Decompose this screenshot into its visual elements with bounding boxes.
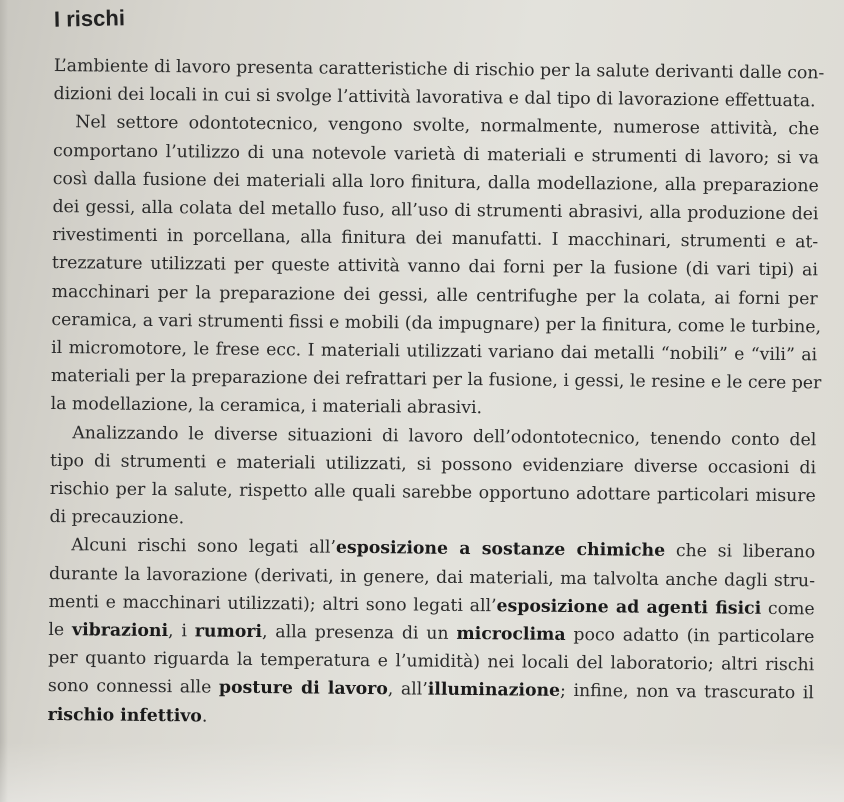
text-line: ceramica, a vari strumenti fissi e mobili (da impugnare) per la finitura, come le turbine, — [51, 309, 822, 338]
text-segment: , all’ — [387, 679, 428, 701]
text-line: comportano l’utilizzo di una notevole varietà di materiali e strumenti di lavoro; si va — [52, 140, 820, 168]
text-line: dei gessi, alla colata del metallo fuso, all’uso di strumenti abrasivi, alla produzione dei — [52, 197, 819, 225]
text-line: L’ambiente di lavoro presenta caratteristiche di rischio per la salute derivanti dalle con- — [53, 55, 825, 84]
text-segment: come — [761, 598, 815, 620]
bold-term: microclima — [456, 623, 566, 645]
text-segment: che si liberano — [665, 541, 816, 563]
bold-term: esposizione a sostanze chimiche — [335, 538, 666, 562]
page-lighting — [0, 742, 844, 802]
text-segment: Alcuni rischi sono legati all’ — [71, 535, 337, 559]
paragraph-analysis — [49, 419, 816, 539]
text-line: Analizzando le diverse situazioni di lavoro dell’odontotecnico, tenendo conto del — [72, 422, 817, 450]
paragraph-activities — [50, 108, 822, 426]
paragraph-risks — [48, 531, 816, 736]
text-line: la modellazione, la ceramica, i materiali abrasivi. — [50, 394, 483, 419]
body-text — [47, 52, 825, 736]
text-segment: le — [48, 620, 73, 641]
text-segment: per quanto riguarda la temperatura e l’umidità) nei locali del laboratorio; altri rischi — [48, 648, 815, 676]
text-segment: durante la lavorazione (derivati, in genere, dai materiali, ma talvolta anche dagli stru- — [48, 563, 816, 591]
text-line: rischio per la salute, rispetto alle quali sarebbe opportuno adottare particolari misure — [49, 479, 816, 507]
text-line: materiali per la preparazione dei refrattari per la fusione, i gessi, le resine e le cere per — [50, 366, 822, 394]
bold-term: rumori — [194, 621, 263, 643]
bold-term: illuminazione — [427, 680, 561, 702]
text-segment: . — [201, 706, 208, 727]
bold-term: rischio infettivo — [47, 704, 202, 727]
text-line: così dalla fusione dei materiali alla loro finitura, dalla modellazione, alla preparazione — [52, 168, 819, 197]
text-segment: poco adatto (in particolare — [565, 625, 815, 648]
text-line: il micromotore, le frese ecc. I materiali utilizzati variano dai metalli “nobili” e “vili” ai — [51, 338, 818, 366]
text-line: rivestimenti in porcellana, alla finitura dei manufatti. I macchinari, strumenti e at- — [52, 225, 819, 253]
bold-term: esposizione ad agenti fisici — [496, 596, 762, 619]
bold-term: posture di lavoro — [218, 678, 388, 700]
text-segment: , alla presenza di un — [261, 622, 457, 644]
bold-term: vibrazioni — [71, 620, 169, 642]
text-segment: menti e macchinari utilizzati); altri sono legati all’ — [48, 591, 497, 617]
text-segment: ; infine, non va trascurato il — [559, 681, 814, 704]
text-line: Nel settore odontotecnico, vengono svolte, normalmente, numerose attività, che — [75, 112, 820, 140]
text-line: macchinari per la preparazione dei gessi, alle centrifughe per la colata, ai forni per — [51, 281, 818, 309]
text-line: dizioni dei locali in cui si svolge l’attività lavorativa e dal tipo di lavorazione effettuata. — [53, 84, 816, 112]
text-line: tipo di strumenti e materiali utilizzati, si possono evidenziare diverse occasioni di — [49, 450, 817, 479]
text-line: trezzature utilizzati per queste attività vanno dai forni per la fusione (di vari tipi) ai — [51, 253, 819, 281]
text-segment: sono connessi alle — [47, 676, 220, 699]
text-line: di precauzione. — [49, 507, 185, 529]
paragraph-intro — [53, 52, 825, 116]
text-segment: , i — [168, 621, 195, 642]
page-gutter-shadow — [0, 0, 8, 802]
section-title: I rischi — [53, 5, 126, 32]
